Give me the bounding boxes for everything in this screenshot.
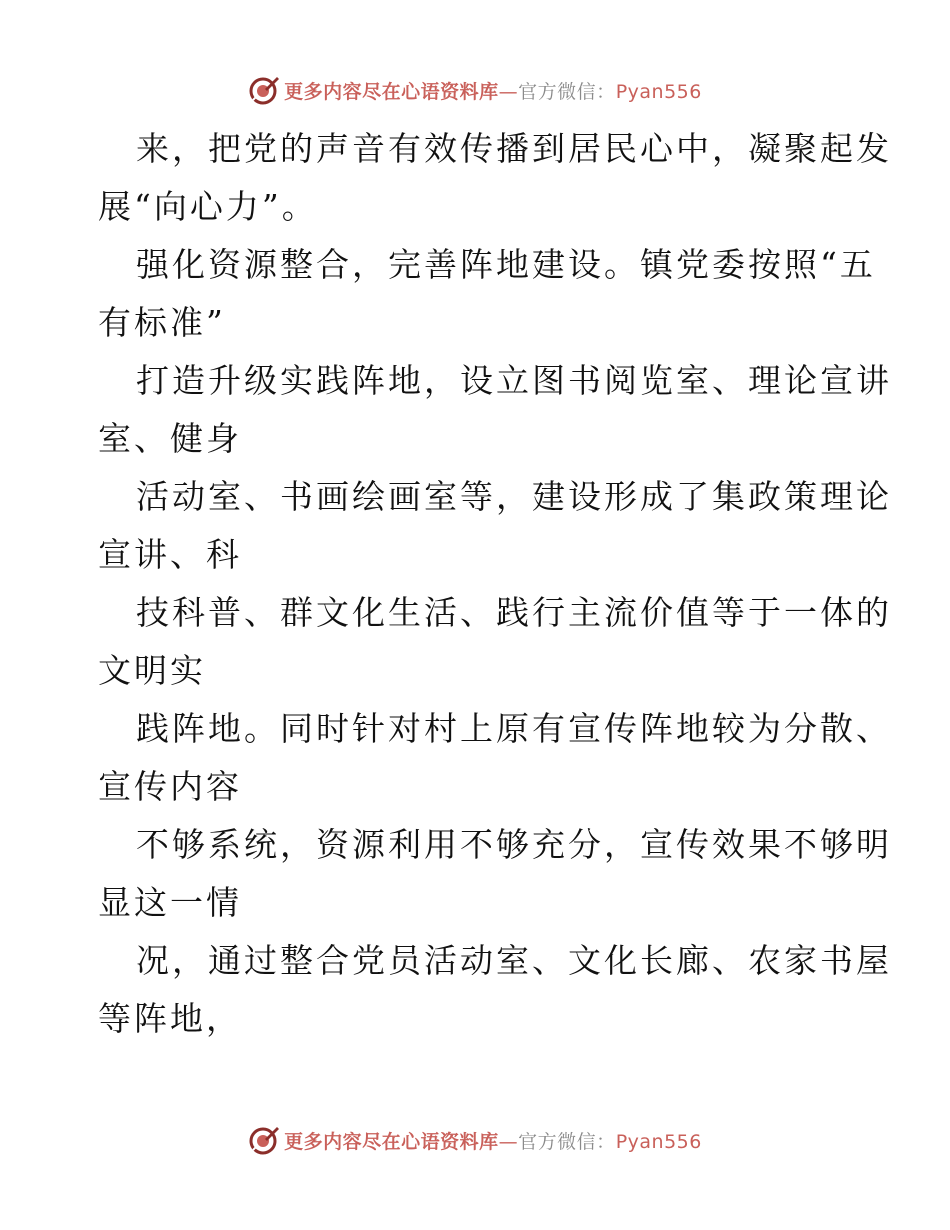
text-line: 不够系统，资源利用不够充分，宣传效果不够明 xyxy=(136,825,892,864)
banner-wechat-label: 官方微信： xyxy=(518,80,616,103)
banner-wechat-id: Pyan556 xyxy=(615,80,702,103)
pen-logo-icon xyxy=(248,74,280,106)
text-line: 强化资源整合，完善阵地建设。镇党委按照“五 xyxy=(136,245,876,284)
text-line: 践阵地。同时针对村上原有宣传阵地较为分散、 xyxy=(136,709,892,748)
text-line: 况，通过整合党员活动室、文化长廊、农家书屋 xyxy=(136,941,892,980)
header-banner xyxy=(0,70,950,110)
text-line: 活动室、书画绘画室等，建设形成了集政策理论 xyxy=(136,477,892,516)
banner-title: 更多内容尽在心语资料库 xyxy=(284,1130,499,1153)
text-line: 技科普、群文化生活、践行主流价值等于一体的 xyxy=(136,593,892,632)
banner-dash: — xyxy=(498,80,519,103)
text-line: 宣讲、科 xyxy=(98,535,242,574)
banner-title: 更多内容尽在心语资料库 xyxy=(284,80,499,103)
banner-wechat-id: Pyan556 xyxy=(615,1130,702,1153)
text-line: 宣传内容 xyxy=(98,767,242,806)
text-line: 室、健身 xyxy=(98,419,242,458)
text-line: 来，把党的声音有效传播到居民心中，凝聚起发 xyxy=(136,129,892,168)
text-line: 显这一情 xyxy=(98,883,242,922)
text-line: 有标准” xyxy=(98,303,226,342)
text-line: 文明实 xyxy=(98,651,206,690)
text-line: 展“向心力”。 xyxy=(98,187,318,226)
document-body xyxy=(98,120,892,1048)
text-line: 等阵地， xyxy=(98,999,242,1038)
text-line: 打造升级实践阵地，设立图书阅览室、理论宣讲 xyxy=(136,361,892,400)
footer-banner xyxy=(0,1120,950,1160)
banner-dash: — xyxy=(498,1130,519,1153)
banner-wechat-label: 官方微信： xyxy=(518,1130,616,1153)
pen-logo-icon xyxy=(248,1124,280,1156)
